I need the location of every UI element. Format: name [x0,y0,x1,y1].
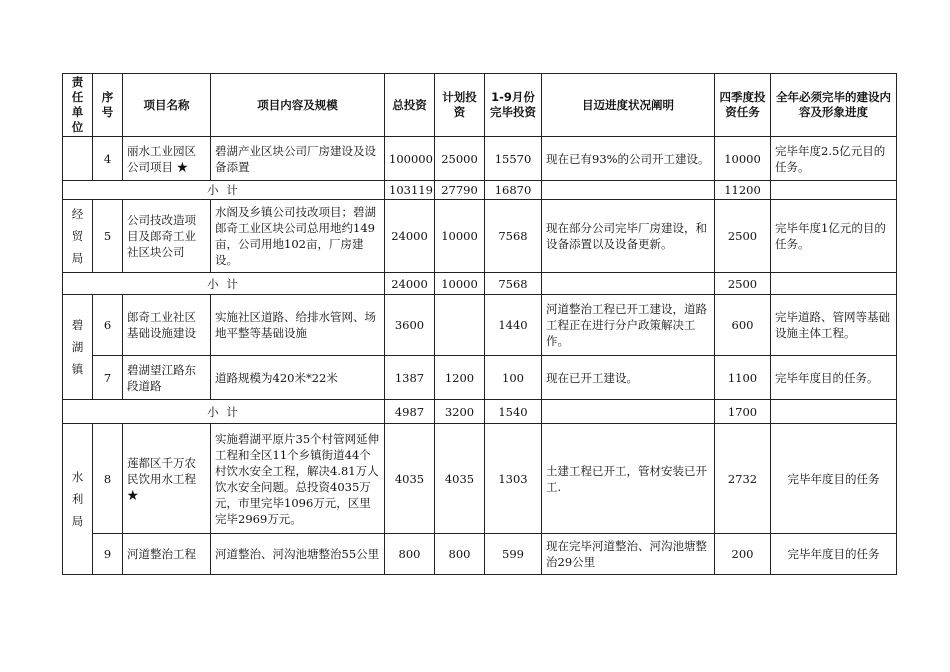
subtotal-done: 1540 [485,400,542,424]
total-cell: 4035 [385,424,435,534]
name-cell: 公司技改造项目及郎奇工业社区块公司 [123,200,211,273]
subtotal-plan: 27790 [435,181,485,200]
total-cell: 800 [385,534,435,575]
project-table [62,73,897,575]
plan-cell: 800 [435,534,485,575]
unit-char: 局 [71,251,84,265]
plan-cell: 10000 [435,200,485,273]
content-cell: 碧湖产业区块公司厂房建设及设备添置 [211,137,385,181]
header-q4: 四季度投资任务 [715,74,771,137]
q4-cell: 2500 [715,200,771,273]
name-cell: 河道整治工程 [123,534,211,575]
subtotal-progress [542,181,715,200]
unit-cell-bihu [63,295,93,400]
unit-char: 局 [71,514,84,528]
header-content: 项目内容及规模 [211,74,385,137]
done-cell: 7568 [485,200,542,273]
subtotal-label: 小 计 [63,181,385,200]
subtotal-label: 小 计 [63,273,385,295]
total-cell: 24000 [385,200,435,273]
subtotal-total: 24000 [385,273,435,295]
subtotal-goal [771,273,897,295]
name-cell: 丽水工业园区公司项目 ★ [123,137,211,181]
unit-char: 镇 [71,362,84,376]
table-row [63,137,897,181]
progress-cell: 现在部分公司完毕厂房建设，和设备添置以及设备更新。 [542,200,715,273]
total-cell: 3600 [385,295,435,356]
table-row [63,534,897,575]
header-name: 项目名称 [123,74,211,137]
subtotal-row [63,273,897,295]
plan-cell: 25000 [435,137,485,181]
plan-cell [435,295,485,356]
content-cell: 河道整治、河沟池塘整治55公里 [211,534,385,575]
done-cell: 1440 [485,295,542,356]
content-cell: 实施碧湖平原片35个村管网延伸工程和全区11个乡镇街道44个村饮水安全工程，解决4.81万人饮水安全问题。总投资4035万元，市里完毕1096万元，区里完毕2969万元。 [211,424,385,534]
subtotal-total: 4987 [385,400,435,424]
seq-cell: 4 [93,137,123,181]
table-row [63,295,897,356]
unit-char: 经 [71,207,84,221]
name-cell: 郎奇工业社区基础设施建设 [123,295,211,356]
goal-cell: 完毕年度目的任务 [771,424,897,534]
unit-cell-jingmao [63,200,93,273]
header-total: 总投资 [385,74,435,137]
subtotal-row [63,400,897,424]
q4-cell: 1100 [715,356,771,400]
subtotal-q4: 2500 [715,273,771,295]
unit-cell-empty [63,137,93,181]
done-cell: 1303 [485,424,542,534]
header-row [63,74,897,137]
progress-cell: 现在完毕河道整治、河沟池塘整治29公里 [542,534,715,575]
seq-cell: 7 [93,356,123,400]
subtotal-progress [542,273,715,295]
goal-cell: 完毕道路、管网等基础设施主体工程。 [771,295,897,356]
unit-char: 湖 [71,340,84,354]
table-row [63,200,897,273]
header-plan: 计划投资 [435,74,485,137]
subtotal-done: 16870 [485,181,542,200]
content-cell: 水阁及乡镇公司技改项目；碧湖郎奇工业区块公司总用地约149亩，公司用地102亩，厂房建设。 [211,200,385,273]
header-goal: 全年必须完毕的建设内容及形象进度 [771,74,897,137]
unit-cell-shuili [63,424,93,575]
q4-cell: 200 [715,534,771,575]
name-cell: 莲都区千万农民饮用水工程★ [123,424,211,534]
header-done: 1-9月份完毕投资 [485,74,542,137]
subtotal-row [63,181,897,200]
done-cell: 15570 [485,137,542,181]
done-cell: 599 [485,534,542,575]
subtotal-label: 小 计 [63,400,385,424]
table-row [63,424,897,534]
subtotal-done: 7568 [485,273,542,295]
progress-cell: 现在已有93%的公司开工建设。 [542,137,715,181]
subtotal-goal [771,400,897,424]
total-cell: 100000 [385,137,435,181]
header-progress: 目迈进度状况阐明 [542,74,715,137]
subtotal-goal [771,181,897,200]
name-cell: 碧湖望江路东段道路 [123,356,211,400]
header-seq: 序号 [93,74,123,137]
subtotal-plan: 3200 [435,400,485,424]
progress-cell: 河道整治工程已开工建设，道路工程正在进行分户政策解决工作。 [542,295,715,356]
q4-cell: 2732 [715,424,771,534]
done-cell: 100 [485,356,542,400]
content-cell: 道路规模为420米*22米 [211,356,385,400]
subtotal-plan: 10000 [435,273,485,295]
unit-char: 碧 [71,318,84,332]
unit-char: 水 [71,470,84,484]
subtotal-total: 103119 [385,181,435,200]
goal-cell: 完毕年度1亿元的目的任务。 [771,200,897,273]
seq-cell: 8 [93,424,123,534]
plan-cell: 1200 [435,356,485,400]
seq-cell: 6 [93,295,123,356]
subtotal-q4: 11200 [715,181,771,200]
goal-cell: 完毕年度2.5亿元目的任务。 [771,137,897,181]
subtotal-progress [542,400,715,424]
seq-cell: 9 [93,534,123,575]
header-unit: 责任单位 [63,74,93,137]
goal-cell: 完毕年度目的任务。 [771,356,897,400]
unit-char: 贸 [71,229,84,243]
progress-cell: 现在已开工建设。 [542,356,715,400]
plan-cell: 4035 [435,424,485,534]
subtotal-q4: 1700 [715,400,771,424]
table-row [63,356,897,400]
q4-cell: 10000 [715,137,771,181]
goal-cell: 完毕年度目的任务 [771,534,897,575]
q4-cell: 600 [715,295,771,356]
unit-char: 利 [71,492,84,506]
seq-cell: 5 [93,200,123,273]
content-cell: 实施社区道路、给排水管网、场地平整等基础设施 [211,295,385,356]
progress-cell: 土建工程已开工，管材安装已开工. [542,424,715,534]
total-cell: 1387 [385,356,435,400]
